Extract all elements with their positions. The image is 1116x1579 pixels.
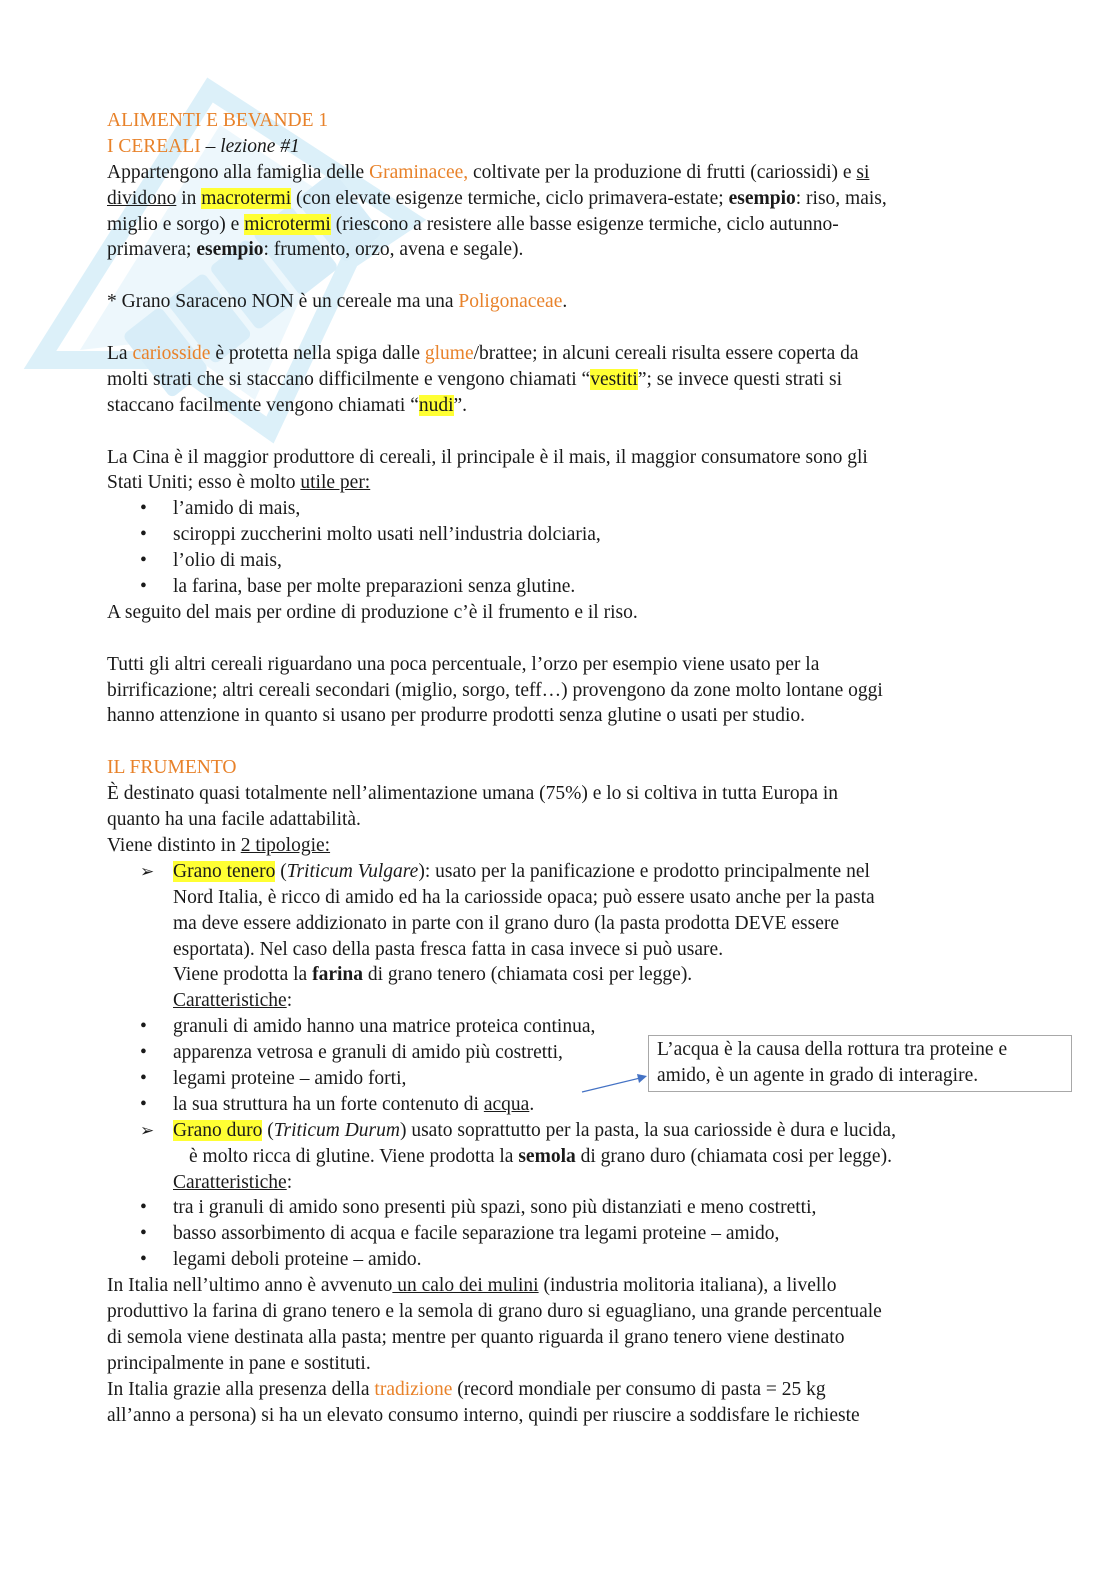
section-title-frumento: IL FRUMENTO bbox=[107, 757, 237, 779]
arrow-bullet-icon: ➢ bbox=[140, 861, 155, 881]
list-item: • legami deboli proteine – amido. bbox=[140, 1249, 422, 1271]
section-title-cereali: I CEREALI – lezione #1 bbox=[107, 135, 300, 157]
document-body bbox=[107, 108, 1007, 1428]
italia-paragraph: In Italia nell’ultimo anno è avvenuto un calo dei mulini (industria molitoria italiana), a livello produttivo la farina di grano tenero e la semola di grano duro si eguagliano, una grande percentuale di semola viene destinata alla pasta; mentre per quanto riguarda il grano tenero viene destinato principalmente in pane e sostituti. In Italia grazie alla presenza della tradizione (record mondiale per consumo di pasta = 25 kg all’anno a persona) si ha un elevato consumo interno, quindi per riuscire a soddisfare le richieste bbox=[107, 1275, 882, 1426]
altri-cereali-paragraph: Tutti gli altri cereali riguardano una poca percentuale, l’orzo per esempio viene usato per la birrificazione; altri cereali secondari (miglio, sorgo, teff…) provengono da zone molto lontane oggi hanno attenzione in quanto si usano per produrre prodotti senza glutine o usati per studio. bbox=[107, 653, 883, 727]
arrow-bullet-icon: ➢ bbox=[140, 1120, 155, 1140]
grano-tenero-item: ➢ Grano tenero (Triticum Vulgare): usato per la panificazione e prodotto principalmente nel bbox=[107, 859, 1007, 885]
document-title: ALIMENTI E BEVANDE 1 bbox=[107, 110, 329, 131]
list-item: • sciroppi zuccherini molto usati nell’industria dolciaria, bbox=[140, 524, 601, 546]
cariosside-paragraph: La cariosside è protetta nella spiga dalle glume/brattee; in alcuni cereali risulta essere coperta da molti strati che si staccano difficilmente e vengono chiamati “vestiti”; se invece questi strati si staccano facilmente vengono chiamati “nudi”. bbox=[107, 343, 859, 416]
list-item: • la sua struttura ha un forte contenuto di acqua. bbox=[140, 1093, 535, 1115]
list-item: • l’amido di mais, bbox=[140, 498, 301, 520]
list-item: • apparenza vetrosa e granuli di amido più costretti, bbox=[140, 1042, 563, 1064]
frumento-paragraph: È destinato quasi totalmente nell’alimentazione umana (75%) e lo si coltiva in tutta Europa in quanto ha una facile adattabilità. Viene distinto in 2 tipologie: ➢ Grano tenero (Triticum Vulgare): usato per la panificazione e prodotto principalmente nel Nord Italia, è ricco di amido ed ha la cariosside opaca; può essere usato anche per la pasta ma deve essere addizionato in parte con il grano duro (la pasta prodotta DEVE essere esportata). Nel caso della pasta fresca fatta in casa invece si può usare. Viene prodotta la farina di grano tenero (chiamata cosi per legge). Caratteristiche: • granuli di amido hanno una matrice proteica continua, • apparenza vetrosa e granuli di amido più costretti, • legami proteine – amido forti, • la sua struttura ha un forte contenuto di acqua. ➢ Grano duro (Triticum Durum) usato soprattutto per la pasta, la sua cariosside è dura e lucida, è molto ricca di glutine. Viene prodotta la semola di grano duro (chiamata cosi per legge). Caratteristiche: • tra i granuli di amido sono presenti più spazi, sono più distanziati e meno costretti, • basso assorbimento di acqua e facile separazione tra legami proteine – amido, • legami deboli proteine – amido. In Italia nell’ultimo anno è avvenuto un calo dei mulini (industria molitoria italiana), a livello produttivo la farina di grano tenero e la semola di grano duro si eguagliano, una grande percentuale di semola viene destinata alla pasta; mentre per quanto riguarda il grano tenero viene destinato principalmente in pane e sostituti. In Italia grazie alla presenza della tradizione (record mondiale per consumo di pasta = 25 kg all’anno a persona) si ha un elevato consumo interno, quindi per riuscire a soddisfare le richieste bbox=[107, 781, 1007, 1428]
list-item: • basso assorbimento di acqua e facile separazione tra legami proteine – amido, bbox=[140, 1223, 780, 1245]
list-item: • la farina, base per molte preparazioni senza glutine. bbox=[140, 576, 576, 598]
list-item: • tra i granuli di amido sono presenti più spazi, sono più distanziati e meno costretti, bbox=[140, 1197, 817, 1219]
callout-note: L’acqua è la causa della rottura tra proteine e amido, è un agente in grado di interagire. bbox=[648, 1035, 1072, 1092]
list-item: • granuli di amido hanno una matrice proteica continua, bbox=[140, 1016, 596, 1038]
saraceno-note: * Grano Saraceno NON è un cereale ma una Poligonaceae. bbox=[107, 291, 568, 313]
list-item: • legami proteine – amido forti, bbox=[140, 1067, 407, 1089]
list-item: • l’olio di mais, bbox=[140, 550, 282, 572]
grano-duro-item: ➢ Grano duro (Triticum Durum) usato soprattutto per la pasta, la sua cariosside è dura e lucida, bbox=[107, 1118, 1007, 1144]
intro-paragraph: Appartengono alla famiglia delle Graminacee, coltivate per la produzione di frutti (cariossidi) e si dividono in macrotermi (con elevate esigenze termiche, ciclo primavera-estate; esempio: riso, mais, miglio e sorgo) e microtermi (riescono a resistere alle basse esigenze termiche, ciclo autunno- primavera; esempio: frumento, orzo, avena e segale). bbox=[107, 161, 887, 261]
cina-paragraph: La Cina è il maggior produttore di cereali, il principale è il mais, il maggior consumatore sono gli Stati Uniti; esso è molto utile per: • l’amido di mais, • sciroppi zuccherini molto usati nell’industria dolciaria, • l’olio di mais, • la farina, base per molte preparazioni senza glutine. A seguito del mais per ordine di produzione c’è il frumento e il riso. bbox=[107, 445, 1007, 626]
